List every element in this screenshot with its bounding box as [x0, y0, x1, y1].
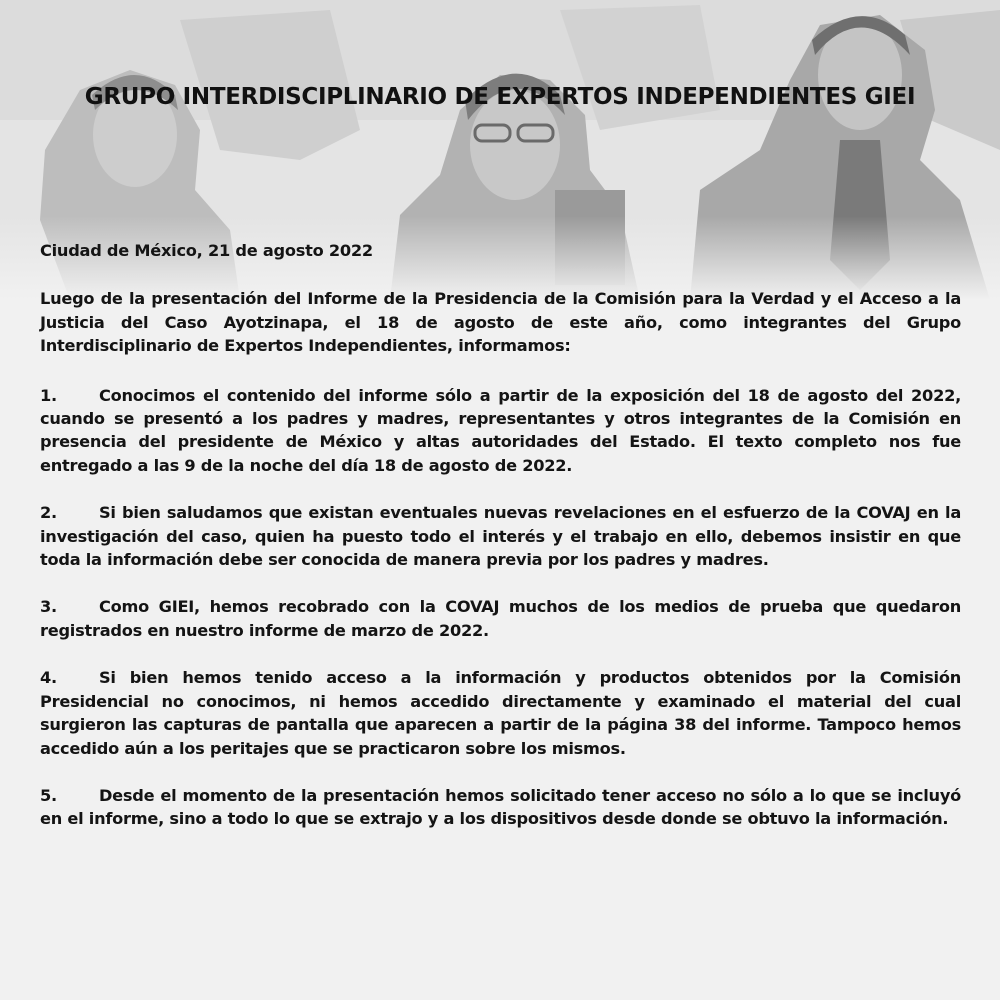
item-number: 1. [40, 385, 57, 405]
list-item [40, 501, 961, 571]
item-text: Desde el momento de la presentación hemos solicitado tener acceso no sólo a lo que se incluyó en el informe, sino a todo lo que se extrajo y a los dispositivos desde donde se obtuvo la información. [40, 785, 961, 829]
item-number: 2. [40, 503, 57, 523]
item-text: Si bien saludamos que existan eventuales nuevas revelaciones en el esfuerzo de la COVAJ en la investigación del caso, quien ha puesto todo el interés y el trabajo en ello, debemos insistir en que toda la información debe ser conocida de manera previa por los padres y madres. [40, 503, 961, 570]
item-number: 5. [40, 785, 57, 805]
item-text: Conocimos el contenido del informe sólo a partir de la exposición del 18 de agosto del 2022, cuando se presentó a los padres y madres, representantes y otros integrantes de la Comisión en presencia del presidente de México y altas autoridades del Estado. El texto completo nos fue entregado a las 9 de la noche del día 18 de agosto de 2022. [40, 385, 961, 475]
list-item [40, 384, 961, 478]
item-number: 3. [40, 597, 57, 617]
list-item [40, 784, 961, 831]
list-item [40, 666, 961, 760]
date-line: Ciudad de México, 21 de agosto 2022 [40, 241, 373, 260]
item-text: Como GIEI, hemos recobrado con la COVAJ muchos de los medios de prueba que quedaron registrados en nuestro informe de marzo de 2022. [40, 597, 961, 640]
intro-paragraph: Luego de la presentación del Informe de la Presidencia de la Comisión para la Verdad y el Acceso a la Justicia del Caso Ayotzinapa, el 18 de agosto de este año, como integrantes del Grupo Interdisciplinario de Expertos Independientes, informamos: [40, 289, 961, 356]
item-text: Si bien hemos tenido acceso a la información y productos obtenidos por la Comisión Presidencial no conocimos, ni hemos accedido directamente y examinado el material del cual surgieron las capturas de pantalla que aparecen a partir de la página 38 del informe. Tampoco hemos accedido aún a los peritajes que se practicaron sobre los mismos. [40, 668, 961, 758]
statement-body [40, 239, 961, 855]
page-title: GRUPO INTERDISCIPLINARIO DE EXPERTOS INDEPENDIENTES GIEI [84, 84, 916, 110]
item-number: 4. [40, 668, 57, 688]
list-item [40, 595, 961, 642]
